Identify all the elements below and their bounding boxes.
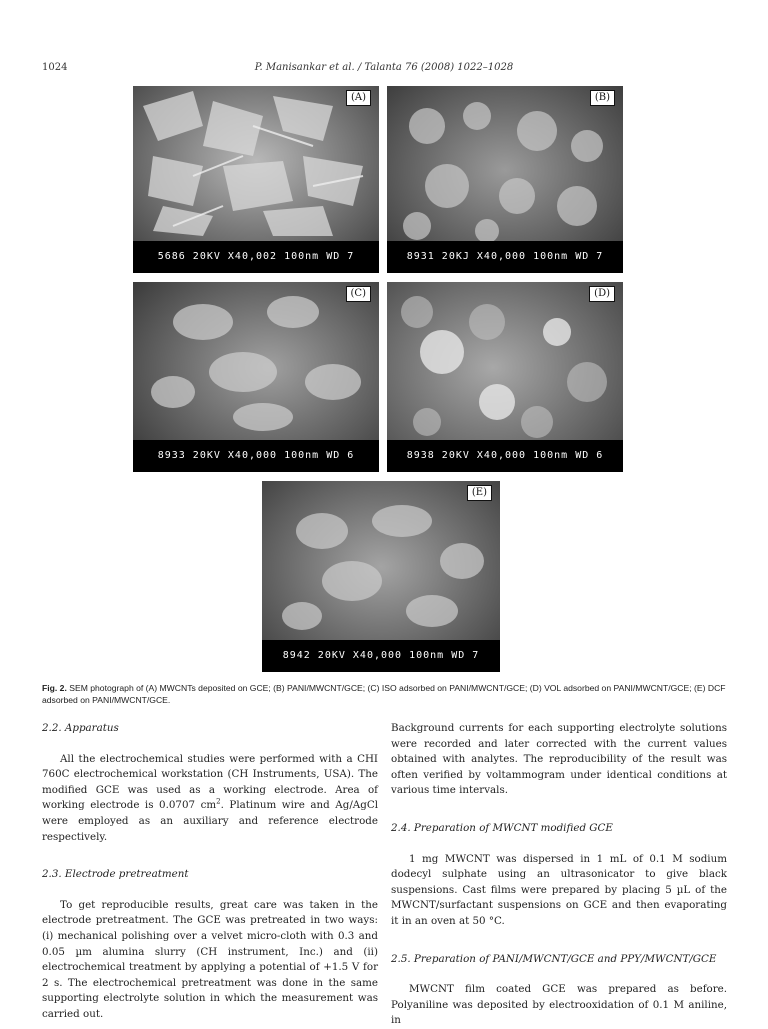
section-heading-pretreatment: 2.3. Electrode pretreatment bbox=[42, 868, 189, 881]
panel-label-e: (E) bbox=[467, 485, 492, 501]
page-number: 1024 bbox=[42, 62, 68, 73]
scalebar-d: 8938 20KV X40,000 100nm WD 6 bbox=[387, 440, 623, 472]
paragraph-apparatus bbox=[42, 752, 378, 846]
panel-label-d: (D) bbox=[589, 286, 615, 302]
figure-caption bbox=[42, 682, 726, 706]
apparatus-superscript: 2 bbox=[216, 797, 221, 806]
caption-text: SEM photograph of (A) MWCNTs deposited on GCE; (B) PANI/MWCNT/GCE; (C) ISO adsorbed on PANI/MWCNT/GCE; (D) VOL adsorbed on PANI/MWCNT/GCE; (E) DCF adsorbed on PANI/MWCNT/GCE. bbox=[42, 683, 726, 705]
scalebar-b: 8931 20KJ X40,000 100nm WD 7 bbox=[387, 241, 623, 273]
panel-label-a: (A) bbox=[346, 90, 371, 106]
panel-label-b: (B) bbox=[590, 90, 615, 106]
caption-label: Fig. 2. bbox=[42, 683, 67, 693]
panel-label-c: (C) bbox=[346, 286, 371, 302]
sem-image-d bbox=[387, 282, 623, 472]
scalebar-a: 5686 20KV X40,002 100nm WD 7 bbox=[133, 241, 379, 273]
section-heading-mwcnt: 2.4. Preparation of MWCNT modified GCE bbox=[391, 821, 613, 834]
running-header bbox=[42, 62, 726, 76]
apparatus-text-a: All the electrochemical studies were performed with a CHI 760C electrochemical workstation (CH Instruments, USA). The modified GCE was used as a working electrode. Area of working electrode is 0.0707 cm bbox=[42, 752, 378, 812]
sem-image-b bbox=[387, 86, 623, 273]
paragraph-mwcnt: 1 mg MWCNT was dispersed in 1 mL of 0.1 M sodium dodecyl sulphate using an ultrasonicator to give black suspensions. Cast films were prepared by placing 5 µL of the MWCNT/surfactant suspensions on GCE and then evaporating it in an oven at 50 °C. bbox=[391, 852, 727, 927]
apparatus-text-b: . Platinum wire and Ag/AgCl were employed as an auxiliary and reference electrode respectively. bbox=[42, 799, 378, 843]
sem-image-e bbox=[262, 481, 500, 672]
section-heading-pani: 2.5. Preparation of PANI/MWCNT/GCE and PPY/MWCNT/GCE bbox=[391, 952, 717, 965]
scalebar-c: 8933 20KV X40,000 100nm WD 6 bbox=[133, 440, 379, 472]
section-heading-apparatus: 2.2. Apparatus bbox=[42, 722, 119, 734]
paragraph-pani: MWCNT film coated GCE was prepared as before. Polyaniline was deposited by electrooxidation of 0.1 M aniline, in bbox=[391, 983, 727, 1027]
text-column-left bbox=[42, 721, 378, 1023]
sem-image-a bbox=[133, 86, 379, 273]
sem-image-c bbox=[133, 282, 379, 472]
journal-citation: P. Manisankar et al. / Talanta 76 (2008) 1022–1028 bbox=[254, 62, 514, 73]
scalebar-e: 8942 20KV X40,000 100nm WD 7 bbox=[262, 640, 500, 672]
text-column-right bbox=[391, 721, 727, 1029]
paragraph-pretreatment: To get reproducible results, great care was taken in the electrode pretreatment. The GCE was pretreated in two ways: (i) mechanical polishing over a velvet micro-cloth with 0.3 and 0.05 µm alumina slurry (CH instrument, Inc.) and (ii) electrochemical treatment by applying a potential of +1.5 V for 2 s. The electrochemical pretreatment was done in the same supporting electrolyte solution in which the measurement was carried out. bbox=[42, 898, 378, 1020]
paragraph-background: Background currents for each supporting electrolyte solutions were recorded and later corrected with the current values obtained with analytes. The reproducibility of the result was often verified by voltammogram under identical conditions at various time intervals. bbox=[391, 722, 727, 797]
